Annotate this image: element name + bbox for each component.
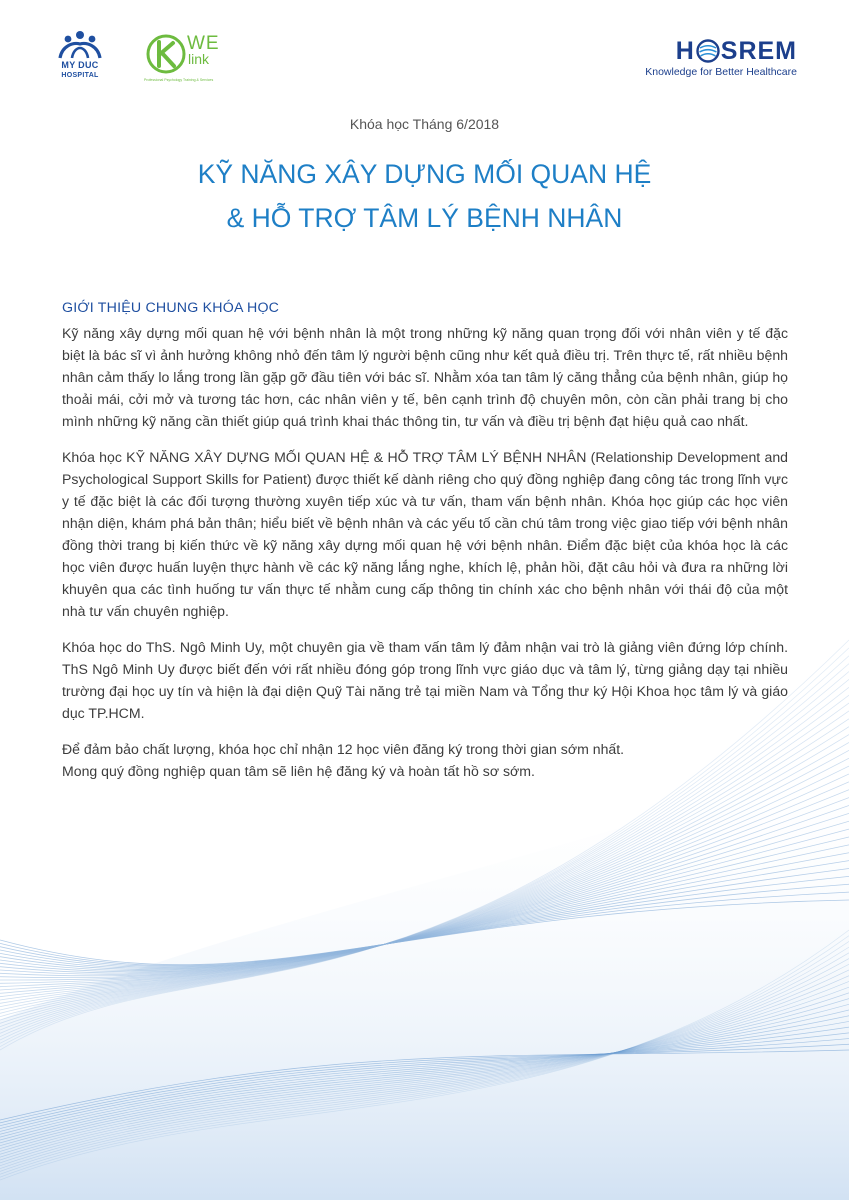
- welink-tagline: Professional Psychology Training & Services: [144, 78, 214, 82]
- hosrem-wordmark: [676, 38, 797, 64]
- my-duc-people-icon: [57, 30, 103, 60]
- hosrem-globe-icon: [696, 39, 720, 63]
- course-description: [62, 322, 788, 796]
- section-heading: GIỚI THIỆU CHUNG KHÓA HỌC: [62, 300, 280, 316]
- welink-link-text: link: [188, 51, 210, 67]
- my-duc-logo-sub: HOSPITAL: [61, 72, 99, 79]
- welink-we-text: WE: [187, 33, 220, 54]
- paragraph-course-overview: Khóa học KỸ NĂNG XÂY DỰNG MỐI QUAN HỆ & HỖ TRỢ TÂM LÝ BỆNH NHÂN (Relationship Development and Psychological Support Skills for Patient) được thiết kế dành riêng cho quý đồng nghiệp đang công tác trong lĩnh vực y tế đặc biệt là các đối tượng thường xuyên tiếp xúc và tư vấn, tham vấn bệnh nhân. Khóa học giúp các học viên nhận diện, khám phá bản thân; hiểu biết về bệnh nhân và các yếu tố cần chú tâm trong việc giao tiếp với bệnh nhân đồng thời trang bị kiến thức về kỹ năng xây dựng mối quan hệ với bệnh nhân. Điểm đặc biệt của khóa học là các học viên được huấn luyện thực hành về các kỹ năng lắng nghe, khích lệ, phản hồi, đặt câu hỏi và đưa ra những lời khuyên qua các tình huống tư vấn thực tế nhằm cung cấp thông tin chính xác cho bệnh nhân với thái độ của một nhà tư vấn chuyên nghiệp.: [62, 449, 788, 619]
- course-title: [0, 152, 849, 240]
- welink-logo: [144, 32, 230, 82]
- my-duc-logo-name: MY DUC: [61, 60, 99, 70]
- course-title-line-2: & HỖ TRỢ TÂM LÝ BỆNH NHÂN: [226, 203, 623, 233]
- hosrem-wordmark-right: SREM: [720, 37, 797, 65]
- hosrem-wordmark-left: H: [675, 37, 695, 65]
- paragraph-instructor: Khóa học do ThS. Ngô Minh Uy, một chuyên gia về tham vấn tâm lý đảm nhận vai trò là giảng viên đứng lớp chính. ThS Ngô Minh Uy được biết đến với rất nhiều đóng góp trong lĩnh vực giáo dục và tâm lý, từng giảng dạy tại nhiều trường đại học uy tín và hiện là đại diện Quỹ Tài năng trẻ tại miền Nam và Tổng thư ký Hội Khoa học tâm lý và giáo dục TP.HCM.: [62, 639, 788, 721]
- my-duc-hospital-logo: [50, 30, 110, 86]
- course-date: Khóa học Tháng 6/2018: [349, 116, 500, 132]
- hosrem-tagline: Knowledge for Better Healthcare: [645, 66, 797, 78]
- course-title-line-1: KỸ NĂNG XÂY DỰNG MỐI QUAN HỆ: [197, 159, 652, 189]
- welink-k-mark-icon: [146, 32, 186, 76]
- hosrem-logo: [625, 38, 797, 78]
- paragraph-intro: Kỹ năng xây dựng mối quan hệ với bệnh nhân là một trong những kỹ năng quan trọng đối với nhân viên y tế đặc biệt là bác sĩ vì ảnh hưởng không nhỏ đến tâm lý người bệnh cũng như kết quả điều trị. Trên thực tế, rất nhiều bệnh nhân cảm thấy lo lắng trong lần gặp gỡ đầu tiên với bác sĩ. Nhằm xóa tan tâm lý căng thẳng của bệnh nhân, giúp họ thoải mái, cởi mở và tương tác hơn, các nhân viên y tế, bên cạnh trình độ chuyên môn, còn cần phải trang bị cho mình những kỹ năng cần thiết giúp quá trình khai thác thông tin, tư vấn và điều trị bệnh đạt hiệu quả cao nhất.: [62, 325, 788, 429]
- paragraph-registration: Để đảm bảo chất lượng, khóa học chỉ nhận 12 học viên đăng ký trong thời gian sớm nhất. Mong quý đồng nghiệp quan tâm sẽ liên hệ đăng ký và hoàn tất hồ sơ sớm.: [62, 741, 625, 779]
